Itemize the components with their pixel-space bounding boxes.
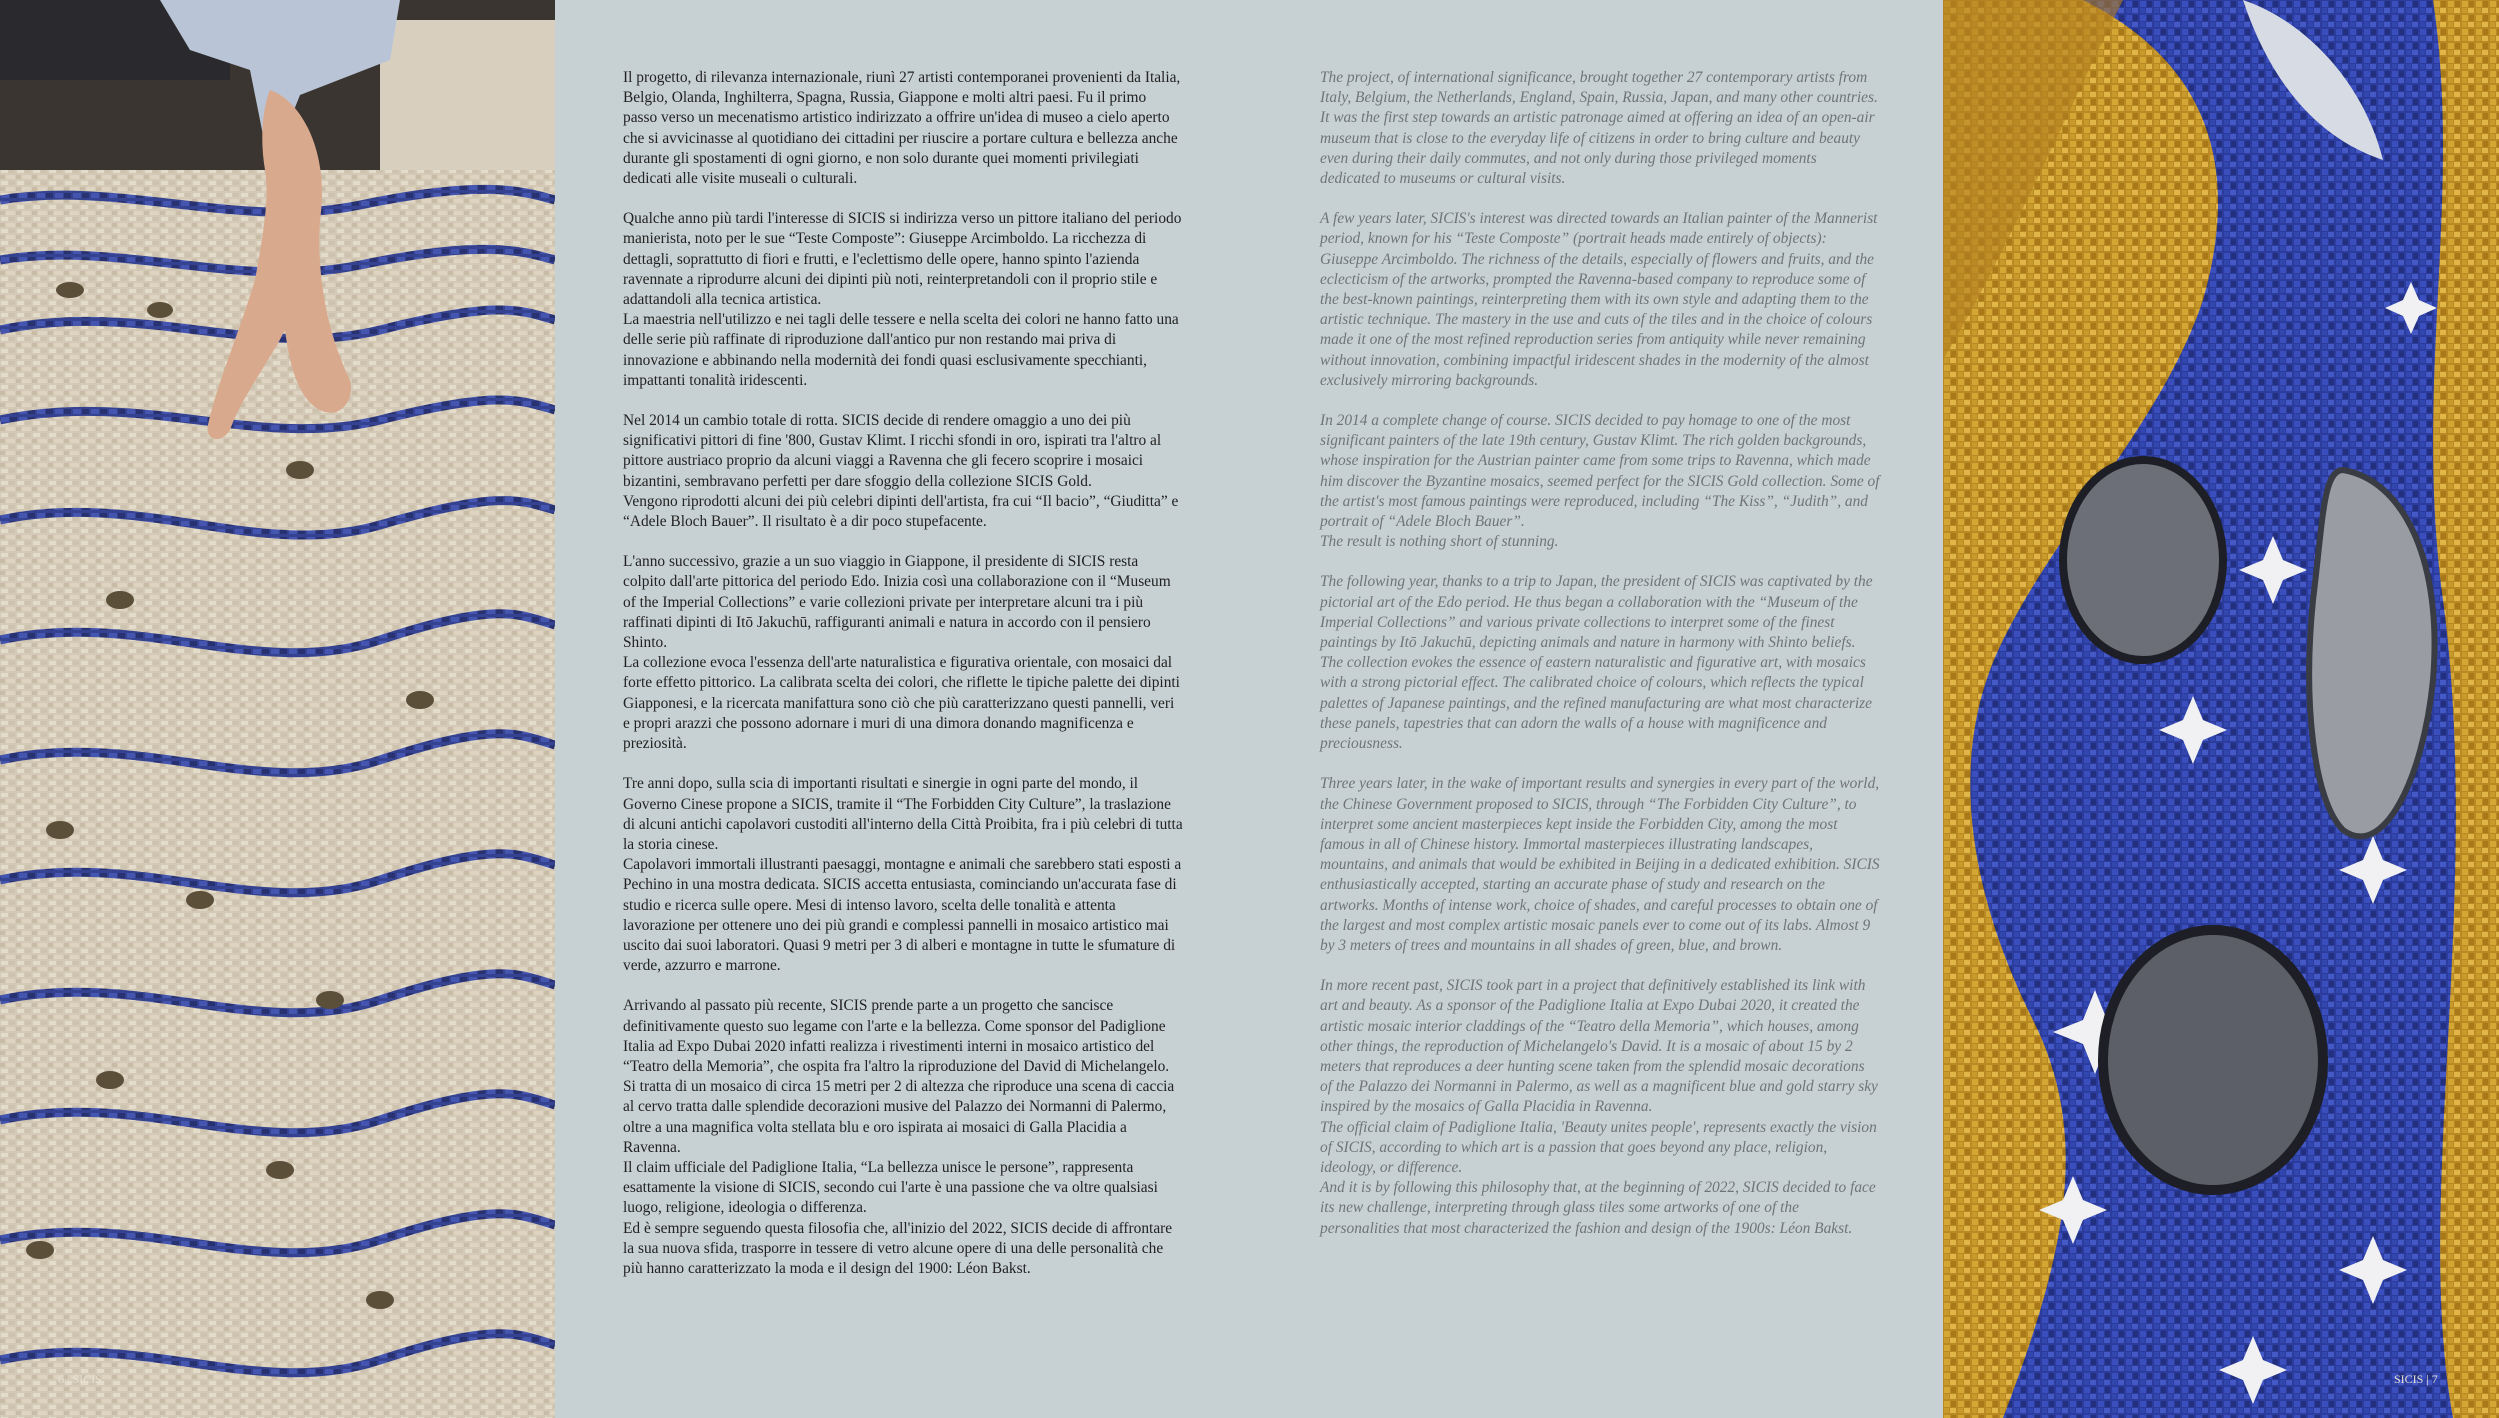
english-paragraph-text: The result is nothing short of stunning. (1320, 533, 1559, 551)
italian-paragraph (623, 411, 1183, 532)
english-paragraph (1320, 774, 1880, 956)
italian-paragraph-text: Tre anni dopo, sulla scia di importanti risultati e sinergie in ogni parte del mondo, il Governo Cinese propone a SICIS, tramite il “The Forbidden City Culture”, la traslazione di alcuni antichi capolavori custoditi all'interno della Città Proibita, fra i più celebri di tutta la storia cinese. (623, 775, 1183, 853)
italian-paragraph-text: Vengono riprodotti alcuni dei più celebri dipinti dell'artista, fra cui “Il bacio”, “Giuditta” e “Adele Bloch Bauer”. Il risultato è a dir poco stupefacente. (623, 492, 1179, 531)
english-paragraph (1320, 411, 1880, 552)
page-number-left: 6 | SICIS (58, 1372, 102, 1386)
english-paragraph (1320, 68, 1880, 189)
page-number-right: SICIS | 7 (2394, 1372, 2438, 1386)
italian-paragraph (623, 68, 1183, 189)
english-paragraph (1320, 209, 1880, 391)
italian-paragraph-text: Nel 2014 un cambio totale di rotta. SICIS decide di rendere omaggio a uno dei più significativi pittori di fine '800, Gustav Klimt. I ricchi sfondi in oro, ispirati tra l'altro al pittore austriaco proprio da alcuni viaggi a Ravenna che gli fecero scoprire i mosaici bizantini, sembravano perfetti per dare sfoggio della collezione SICIS Gold. (623, 412, 1162, 490)
italian-paragraph-text: Il claim ufficiale del Padiglione Italia, “La bellezza unisce le persone”, rappresenta esattamente la visione di SICIS, secondo cui l'arte è una passione che va oltre qualsiasi luogo, religione, ideologia o differenza. (623, 1158, 1158, 1217)
italian-paragraph (623, 996, 1183, 1279)
italian-paragraph (623, 774, 1183, 976)
italian-paragraph-text: Il progetto, di rilevanza internazionale, riunì 27 artisti contemporanei provenienti da Italia, Belgio, Olanda, Inghilterra, Spagna, Russia, Giappone e molti altri paesi. Fu il primo passo verso un mecenatismo artistico indirizzato a offrire un'idea di museo a cielo aperto che si avvicinasse al quotidiano dei cittadini per riuscire a portare cultura e bellezza anche durante gli spostamenti di ogni giorno, e non solo durante quei momenti privilegiati dedicati alle visite museali o culturali. (623, 69, 1181, 188)
italian-paragraph-text: Ed è sempre seguendo questa filosofia che, all'inizio del 2022, SICIS decide di affrontare la sua nuova sfida, trasporre in tessere di vetro alcune opere di una delle personalità che più hanno caratterizzato la moda e il design del 1900: Léon Bakst. (623, 1219, 1173, 1277)
text-panel (555, 0, 1943, 1418)
english-paragraph-text: A few years later, SICIS's interest was directed towards an Italian painter of the Mannerist period, known for his “Teste Composte” (portrait heads made entirely of objects): Giuseppe Arcimboldo. The richness of the details, especially of flowers and fruits, and the eclecticism of the artworks, prompted the Ravenna-based company to reproduce some of the best-known paintings, reinterpreting them with its own style and adapting them to the artistic technique. The mastery in the use and cuts of the tiles and in the choice of colours made it one of the most refined reproduction series from antiquity while never remaining without innovation, combining impactful iridescent shades in the modernity of the almost exclusively mirroring backgrounds. (1320, 210, 1878, 389)
english-paragraph (1320, 976, 1880, 1239)
english-paragraph-text: The official claim of Padiglione Italia, 'Beauty unites people', represents exactly the vision of SICIS, according to which art is a passion that goes beyond any place, religion, ideology, or difference. (1320, 1118, 1877, 1176)
italian-column (623, 68, 1183, 1299)
mosaic-work-photo (0, 0, 555, 1418)
italian-paragraph (623, 552, 1183, 754)
italian-paragraph-text: La collezione evoca l'essenza dell'arte naturalistica e figurativa orientale, con mosaici dal forte effetto pittorico. La calibrata scelta dei colori, che riflette le tipiche palette dei dipinti Giapponesi, e la ricercata manifattura sono ciò che più caratterizzano questi pannelli, veri e propri arazzi che possono adornare i muri di una dimora donando magnificenza e preziosità. (623, 654, 1180, 753)
english-paragraph-text: The collection evokes the essence of eastern naturalistic and figurative art, with mosaics with a strong pictorial effect. The calibrated choice of colours, which reflects the typical palettes of Japanese paintings, and the refined manufacturing are what most characterize these panels, tapestries that can adorn the walls of a house with magnificence and preciousness. (1320, 654, 1872, 753)
italian-paragraph-text: Qualche anno più tardi l'interesse di SICIS si indirizza verso un pittore italiano del periodo manierista, noto per le sue “Teste Composte”: Giuseppe Arcimboldo. La ricchezza di dettagli, soprattutto di fiori e frutti, e l'eclettismo delle opere, hanno spinto l'azienda ravennate a riprodurre alcuni dei dipinti più noti, reinterpretandoli con il proprio stile e adattandoli alla tecnica artistica. (623, 210, 1182, 309)
english-paragraph-text: The following year, thanks to a trip to Japan, the president of SICIS was captivated by the pictorial art of the Edo period. He thus began a collaboration with the “Museum of the Imperial Collections” and various private collections to interpret some of the finest paintings by Itō Jakuchū, depicting animals and nature in harmony with Shinto beliefs. (1320, 573, 1873, 652)
english-paragraph-text: The project, of international significance, brought together 27 contemporary artists from Italy, Belgium, the Netherlands, England, Spain, Russia, Japan, and many other countries. It was the first step towards an artistic patronage aimed at offering an idea of an open-air museum that is close to the everyday life of citizens in order to bring culture and beauty even during their daily commutes, and not only during those privileged moments dedicated to museums or cultural visits. (1320, 69, 1878, 188)
blue-gold-mosaic-photo (1943, 0, 2499, 1418)
italian-paragraph-text: L'anno successivo, grazie a un suo viaggio in Giappone, il presidente di SICIS resta colpito dall'arte pittorica del periodo Edo. Inizia così una collaborazione con il “Museum of the Imperial Collections” e varie collezioni private per interpretare alcuni tra i più raffinati dipinti di Itō Jakuchū, raffiguranti animali e natura in accordo con il pensiero Shinto. (623, 553, 1171, 652)
english-paragraph-text: In 2014 a complete change of course. SICIS decided to pay homage to one of the most significant painters of the late 19th century, Gustav Klimt. The rich golden backgrounds, whose inspiration for the Austrian painter came from some trips to Ravenna, which made him discover the Byzantine mosaics, seemed perfect for the SICIS Gold collection. Some of the artist's most famous paintings were reproduced, including “The Kiss”, “Judith”, and portrait of “Adele Bloch Bauer”. (1320, 412, 1880, 531)
italian-paragraph-text: Capolavori immortali illustranti paesaggi, montagne e animali che sarebbero stati esposti a Pechino in una mostra dedicata. SICIS accetta entusiasta, cominciando un'accurata fase di studio e ricerca sulle opere. Mesi di intenso lavoro, scelta delle tonalità e attenta lavorazione per ottenere uno dei più grandi e complessi pannelli in mosaico artistico mai uscito dai suoi laboratori. Quasi 9 metri per 3 di alberi e montagne in tutte le sfumature di verde, azzurro e marrone. (623, 856, 1182, 975)
english-paragraph (1320, 572, 1880, 754)
italian-paragraph-text: La maestria nell'utilizzo e nei tagli delle tessere e nella scelta dei colori ne hanno fatto una delle serie più raffinate di riproduzione dall'antico pur non restando mai priva di innovazione e abbinando nella modernità dei fondi quasi esclusivamente specchianti, impattanti tonalità iridescenti. (623, 311, 1179, 389)
english-paragraph-text: Three years later, in the wake of important results and synergies in every part of the world, the Chinese Government proposed to SICIS, through “The Forbidden City Culture”, to interpret some ancient masterpieces kept inside the Forbidden City, among the most famous in all of Chinese history. Immortal masterpieces illustrating landscapes, mountains, and animals that would be exhibited in Beijing in a dedicated exhibition. SICIS enthusiastically accepted, starting an accurate phase of study and research on the artworks. Months of intense work, choice of shades, and careful processes to obtain one of the largest and most complex artistic mosaic panels ever to come out of its labs. Almost 9 by 3 meters of trees and mountains in all shades of green, blue, and brown. (1320, 775, 1880, 954)
italian-paragraph (623, 209, 1183, 391)
italian-paragraph-text: Arrivando al passato più recente, SICIS prende parte a un progetto che sancisce definitivamente questo suo legame con l'arte e la bellezza. Come sponsor del Padiglione Italia ad Expo Dubai 2020 infatti realizza i rivestimenti interni in mosaico artistico del “Teatro della Memoria”, che ospita fra l'altro la riproduzione del David di Michelangelo. Si tratta di un mosaico di circa 15 metri per 2 di altezza che riproduce una scena di caccia al cervo tratta dalle splendide decorazioni musive del Palazzo dei Normanni di Palermo, oltre a una magnifica volta stellata blu e oro ispirata ai mosaici di Galla Placidia a Ravenna. (623, 997, 1175, 1156)
english-paragraph-text: And it is by following this philosophy that, at the beginning of 2022, SICIS decided to face its new challenge, interpreting through glass tiles some artworks of one of the personalities that most characterized the fashion and design of the 1900s: Léon Bakst. (1320, 1179, 1876, 1237)
english-paragraph-text: In more recent past, SICIS took part in a project that definitively established its link with art and beauty. As a sponsor of the Padiglione Italia at Expo Dubai 2020, it created the artistic mosaic interior claddings of the “Teatro della Memoria”, which houses, among other things, the reproduction of Michelangelo's David. It is a mosaic of about 15 by 2 meters that reproduces a deer hunting scene taken from the splendid mosaic decorations of the Palazzo dei Normanni in Palermo, as well as a magnificent blue and gold starry sky inspired by the mosaics of Galla Placidia in Ravenna. (1320, 977, 1878, 1116)
english-column (1320, 68, 1880, 1259)
